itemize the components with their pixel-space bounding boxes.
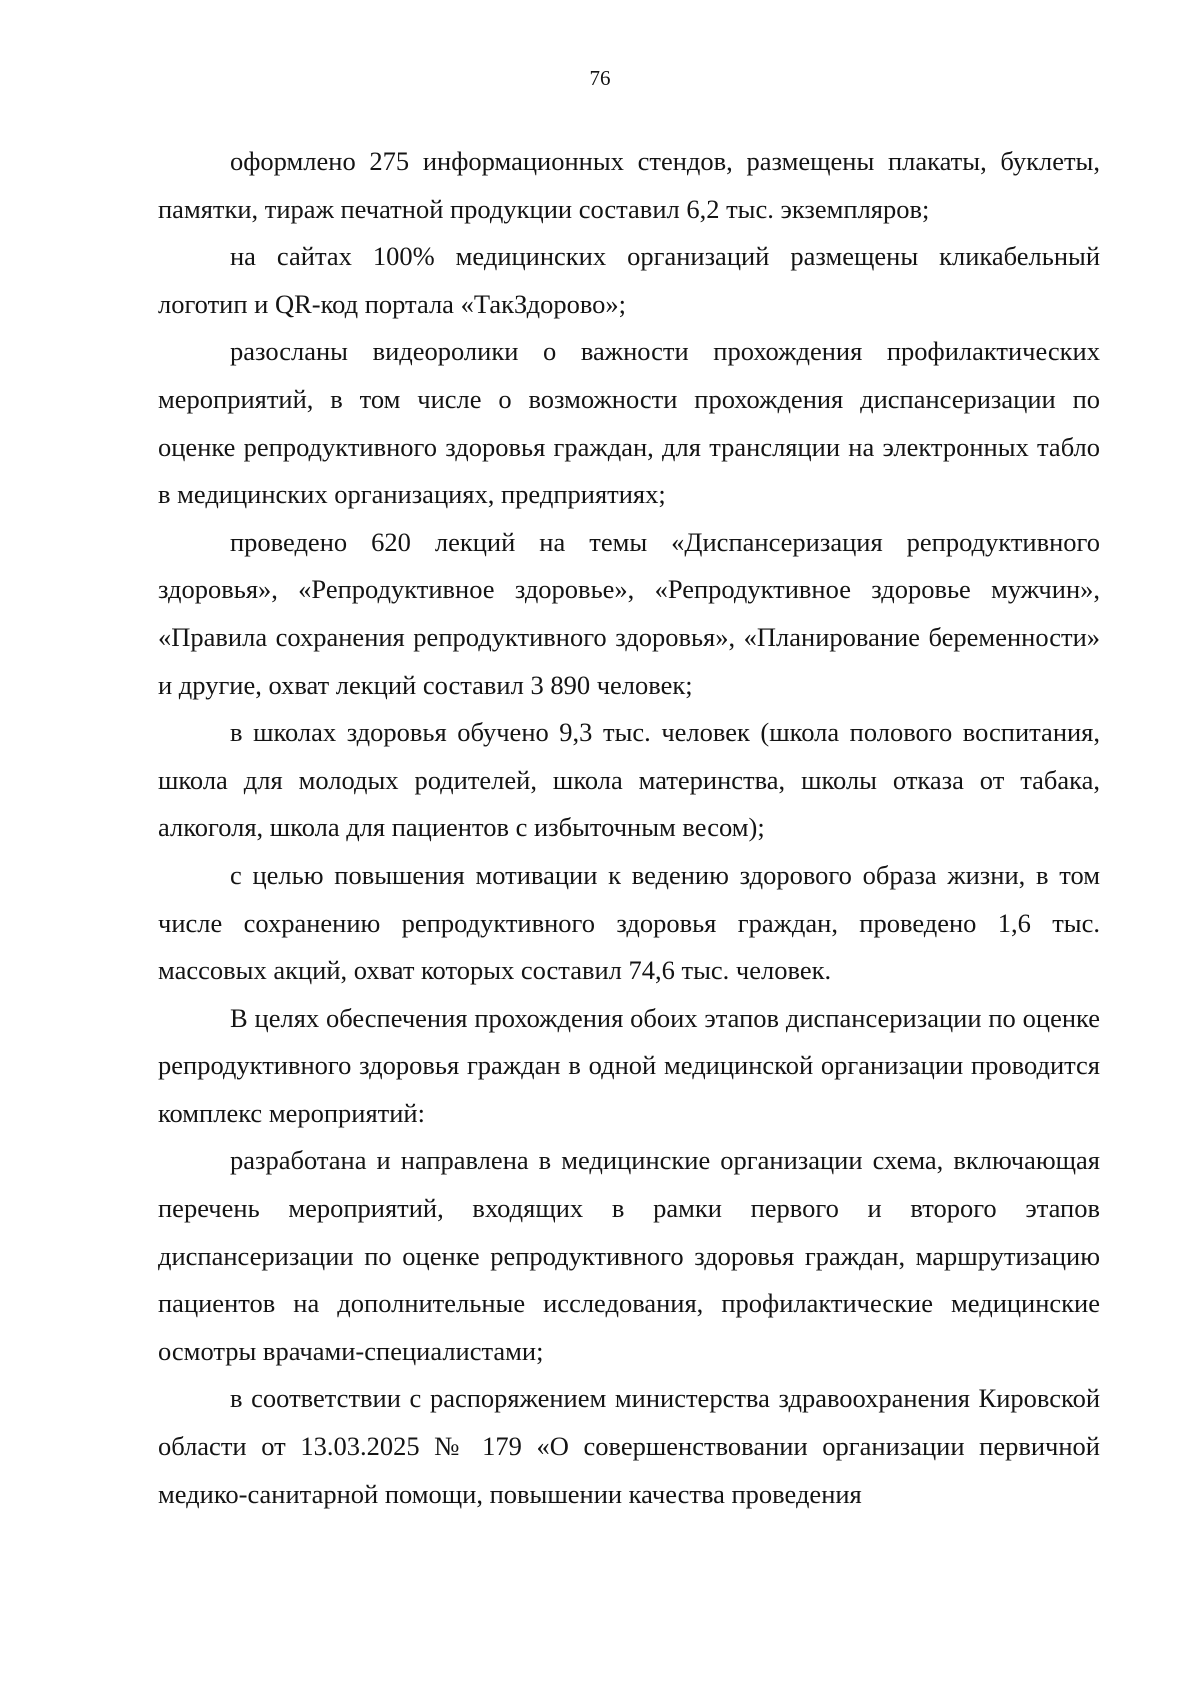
paragraph-lectures: проведено 620 лекций на темы «Диспансеризация репродуктивного здоровья», «Репродуктивное здоровье», «Репродуктивное здоровье мужчин», «Правила сохранения репродуктивного здоровья», «Планирование беременности» и другие, охват лекций составил 3 890 человек; <box>158 526 1100 700</box>
paragraph-scheme: разработана и направлена в медицинские организации схема, включающая перечень мероприятий, входящих в рамки первого и второго этапов диспансеризации по оценке репродуктивного здоровья граждан, маршрутизацию пациентов на дополнительные исследования, профилактические медицинские осмотры врачами-специалистами; <box>158 1145 1100 1366</box>
paragraph-videos: разосланы видеоролики о важности прохождения профилактических мероприятий, в том числе о возможности прохождения диспансеризации по оценке репродуктивного здоровья граждан, для трансляции на электронных табло в медицинских организациях, предприятиях; <box>158 336 1100 510</box>
paragraph-order: в соответствии с распоряжением министерства здравоохранения Кировской области от 13.03.2025 № 179 «О совершенствовании организации первичной медико-санитарной помощи, повышении качества проведения <box>158 1383 1100 1509</box>
document-body <box>158 138 1100 1518</box>
paragraph-information-stands: оформлено 275 информационных стендов, размещены плакаты, буклеты, памятки, тираж печатной продукции составил 6,2 тыс. экземпляров; <box>158 146 1100 224</box>
paragraph-health-schools: в школах здоровья обучено 9,3 тыс. человек (школа полового воспитания, школа для молодых родителей, школа материнства, школы отказа от табака, алкоголя, школа для пациентов с избыточным весом); <box>158 717 1100 843</box>
page-number: 76 <box>589 66 611 90</box>
paragraph-mass-events: с целью повышения мотивации к ведению здорового образа жизни, в том числе сохранению репродуктивного здоровья граждан, проведено 1,6 тыс. массовых акций, охват которых составил 74,6 тыс. человек. <box>158 859 1100 986</box>
paragraph-measures-intro: В целях обеспечения прохождения обоих этапов диспансеризации по оценке репродуктивного здоровья граждан в одной медицинской организации проводится комплекс мероприятий: <box>158 1002 1100 1128</box>
paragraph-website-logo: на сайтах 100% медицинских организаций размещены кликабельный логотип и QR-код портала «ТакЗдорово»; <box>158 241 1100 319</box>
